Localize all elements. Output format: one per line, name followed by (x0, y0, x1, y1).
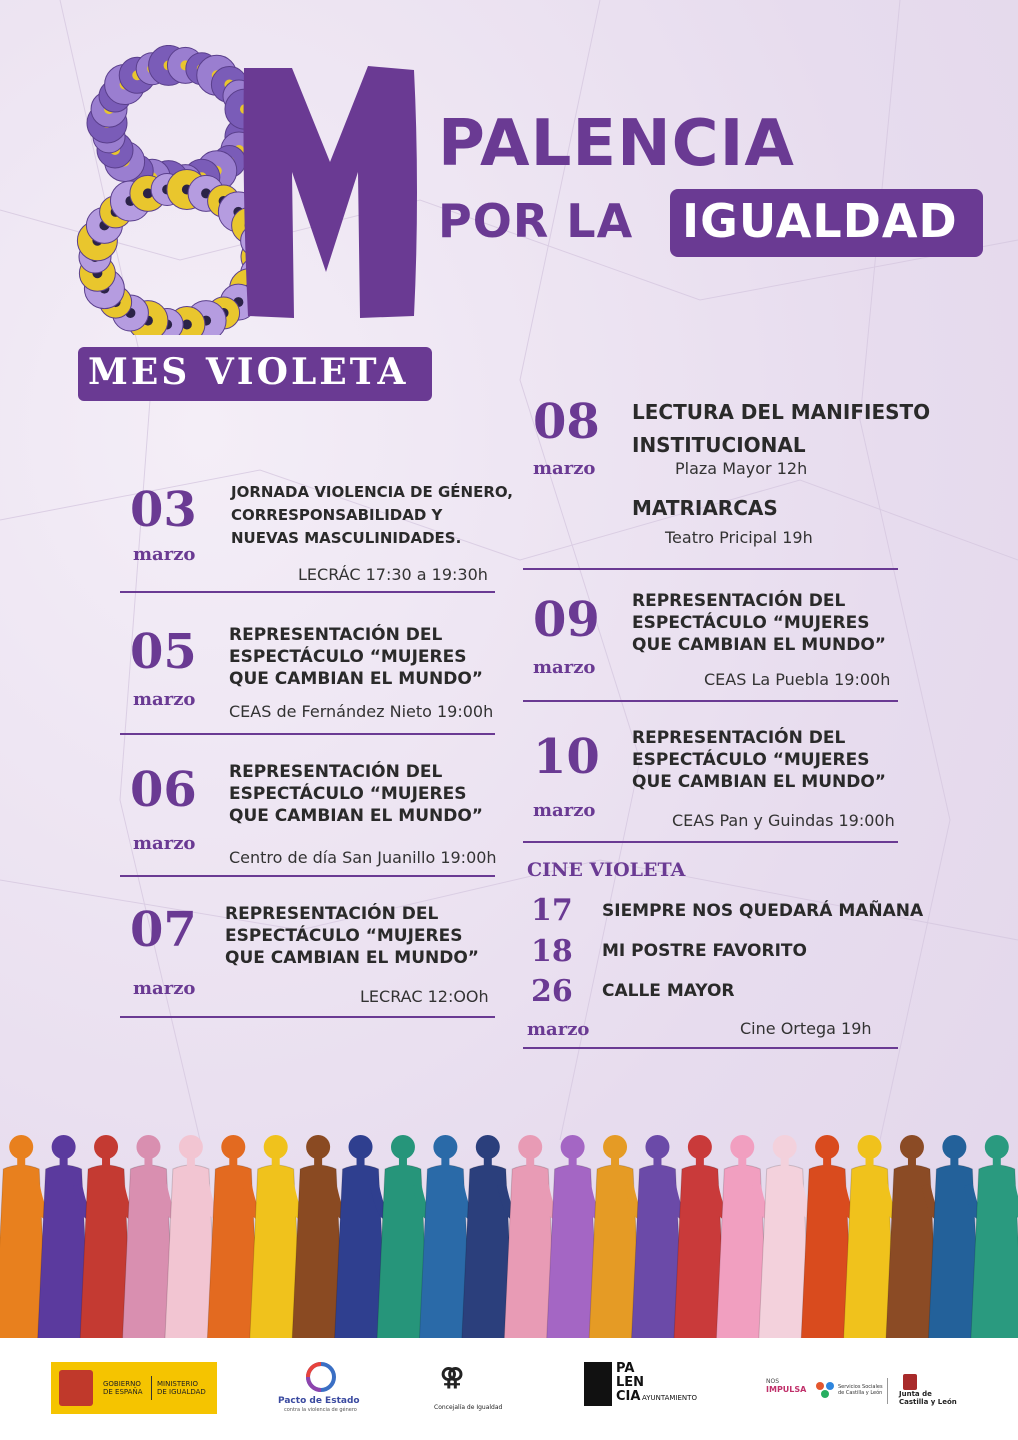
event-title (632, 590, 886, 656)
event-title-line: REPRESENTACIÓN DEL (225, 904, 439, 924)
gobierno-text (103, 1380, 143, 1396)
pacto-circle-icon (303, 1362, 339, 1394)
event-title-line: CORRESPONSABILIDAD Y (231, 506, 443, 524)
junta-shield-icon (903, 1374, 917, 1390)
event-title-line: NUEVAS MASCULINIDADES. (231, 529, 462, 547)
event-place: Teatro Pricipal 19h (665, 528, 813, 547)
big-m-letter (238, 62, 420, 322)
event-title-line: QUE CAMBIAN EL MUNDO” (229, 806, 483, 826)
event-title (229, 624, 483, 690)
event-place: LECRÁC 17:30 a 19:30h (298, 565, 488, 584)
divider (120, 733, 495, 735)
event-title (231, 481, 513, 550)
servicios-line: de Castilla y León (838, 1390, 883, 1396)
junta-line: Castilla y León (899, 1398, 957, 1406)
pacto-title: Pacto de Estado (278, 1396, 360, 1406)
event-title-line: REPRESENTACIÓN DEL (632, 728, 846, 748)
event-day: 05 (130, 624, 197, 680)
film-day: 17 (531, 893, 573, 928)
logo-text-line: MINISTERIO (157, 1380, 198, 1388)
logo-divider (887, 1378, 888, 1404)
event-title-line: REPRESENTACIÓN DEL (229, 762, 443, 782)
event-place: Centro de día San Juanillo 19:00h (229, 848, 497, 867)
film-day: 26 (531, 974, 573, 1009)
event-month: marzo (133, 544, 196, 565)
event-title-line: QUE CAMBIAN EL MUNDO” (225, 948, 479, 968)
film-day: 18 (531, 934, 573, 969)
impulsa-text: IMPULSA (766, 1385, 807, 1394)
wordmark-line: LEN (616, 1375, 645, 1390)
event-title-line: REPRESENTACIÓN DEL (632, 591, 846, 611)
event-day: 07 (130, 902, 197, 958)
event-month: marzo (533, 657, 596, 678)
servicios-sociales-text (838, 1384, 883, 1396)
servicios-line: Servicios Sociales (838, 1384, 883, 1390)
mes-violeta-text: MES VIOLETA (88, 351, 409, 393)
servicios-sociales-icon (814, 1380, 836, 1400)
logo-text-line: DE ESPAÑA (103, 1388, 143, 1396)
event-place: Plaza Mayor 12h (675, 459, 808, 478)
film-title: SIEMPRE NOS QUEDARÁ MAÑANA (602, 901, 924, 921)
cine-violeta-heading: CINE VIOLETA (527, 859, 686, 881)
gobierno-espana-logo (51, 1362, 217, 1414)
ayuntamiento-text: AYUNTAMIENTO (642, 1394, 697, 1402)
pacto-subtitle: contra la violencia de género (284, 1407, 357, 1413)
event-title-line: QUE CAMBIAN EL MUNDO” (229, 669, 483, 689)
event-title (225, 903, 479, 969)
palencia-emblem-icon (584, 1362, 612, 1406)
event-day: 03 (130, 482, 197, 538)
woman-figure (971, 1135, 1018, 1340)
event-month: marzo (133, 833, 196, 854)
event-day: 09 (533, 592, 600, 648)
women-holding-hands-illustration (0, 1125, 1018, 1340)
concejalia-symbol-icon: ⚢ (440, 1362, 465, 1391)
divider (120, 875, 495, 877)
wordmark-line: CIA (616, 1389, 641, 1404)
event-day: 06 (130, 762, 197, 818)
event-title-line: ESPECTÁCULO “MUJERES (225, 926, 463, 946)
divider (120, 1016, 495, 1018)
title-palencia: PALENCIA (438, 107, 795, 181)
event-title-line: JORNADA VIOLENCIA DE GÉNERO, (231, 483, 513, 501)
cine-month: marzo (527, 1019, 590, 1040)
junta-text (899, 1390, 957, 1406)
title-igualdad: IGUALDAD (682, 194, 958, 248)
event-title-line: ESPECTÁCULO “MUJERES (229, 647, 467, 667)
logo-divider (151, 1376, 152, 1400)
event-month: marzo (533, 458, 596, 479)
event-place: CEAS Pan y Guindas 19:00h (672, 811, 895, 830)
event-title-line: INSTITUCIONAL (632, 433, 806, 457)
nos-impulsa-text: NOS (766, 1378, 780, 1385)
event-place: LECRAC 12:OOh (360, 987, 489, 1006)
event-month: marzo (533, 800, 596, 821)
event-title-line: ESPECTÁCULO “MUJERES (632, 613, 870, 633)
event-title (632, 727, 886, 793)
event-day: 08 (533, 394, 600, 450)
event-month: marzo (133, 978, 196, 999)
divider (523, 841, 898, 843)
logo-text-line: GOBIERNO (103, 1380, 141, 1388)
title-por-la: POR LA (438, 194, 634, 248)
pacto-estado-logo (276, 1362, 366, 1412)
cine-place: Cine Ortega 19h (740, 1019, 872, 1038)
event-title (632, 396, 930, 462)
divider (523, 1047, 898, 1049)
concejalia-text: Concejalía de Igualdad (434, 1404, 503, 1411)
event-month: marzo (133, 689, 196, 710)
film-title: MI POSTRE FAVORITO (602, 941, 807, 961)
event-title-line: ESPECTÁCULO “MUJERES (229, 784, 467, 804)
wordmark-line: PA (616, 1361, 635, 1376)
event-title-line: QUE CAMBIAN EL MUNDO” (632, 772, 886, 792)
coat-of-arms-icon (59, 1370, 93, 1406)
event-day: 10 (533, 729, 600, 785)
ayuntamiento-palencia-logo (584, 1360, 714, 1410)
junta-line: Junta de (899, 1390, 932, 1398)
divider (523, 700, 898, 702)
event-title-line: REPRESENTACIÓN DEL (229, 625, 443, 645)
event-title-line: ESPECTÁCULO “MUJERES (632, 750, 870, 770)
event-title-line: QUE CAMBIAN EL MUNDO” (632, 635, 886, 655)
ministerio-text (157, 1380, 206, 1396)
concejalia-logo (432, 1362, 512, 1412)
event-title-line: LECTURA DEL MANIFIESTO (632, 400, 931, 424)
film-title: CALLE MAYOR (602, 981, 735, 1001)
event-place: CEAS de Fernández Nieto 19:00h (229, 702, 494, 721)
event-title (229, 761, 483, 827)
palencia-wordmark (616, 1362, 644, 1404)
event-place: CEAS La Puebla 19:00h (704, 670, 891, 689)
event-title-matriarcas: MATRIARCAS (632, 496, 778, 520)
logo-text-line: DE IGUALDAD (157, 1388, 206, 1396)
divider (523, 568, 898, 570)
divider (120, 591, 495, 593)
